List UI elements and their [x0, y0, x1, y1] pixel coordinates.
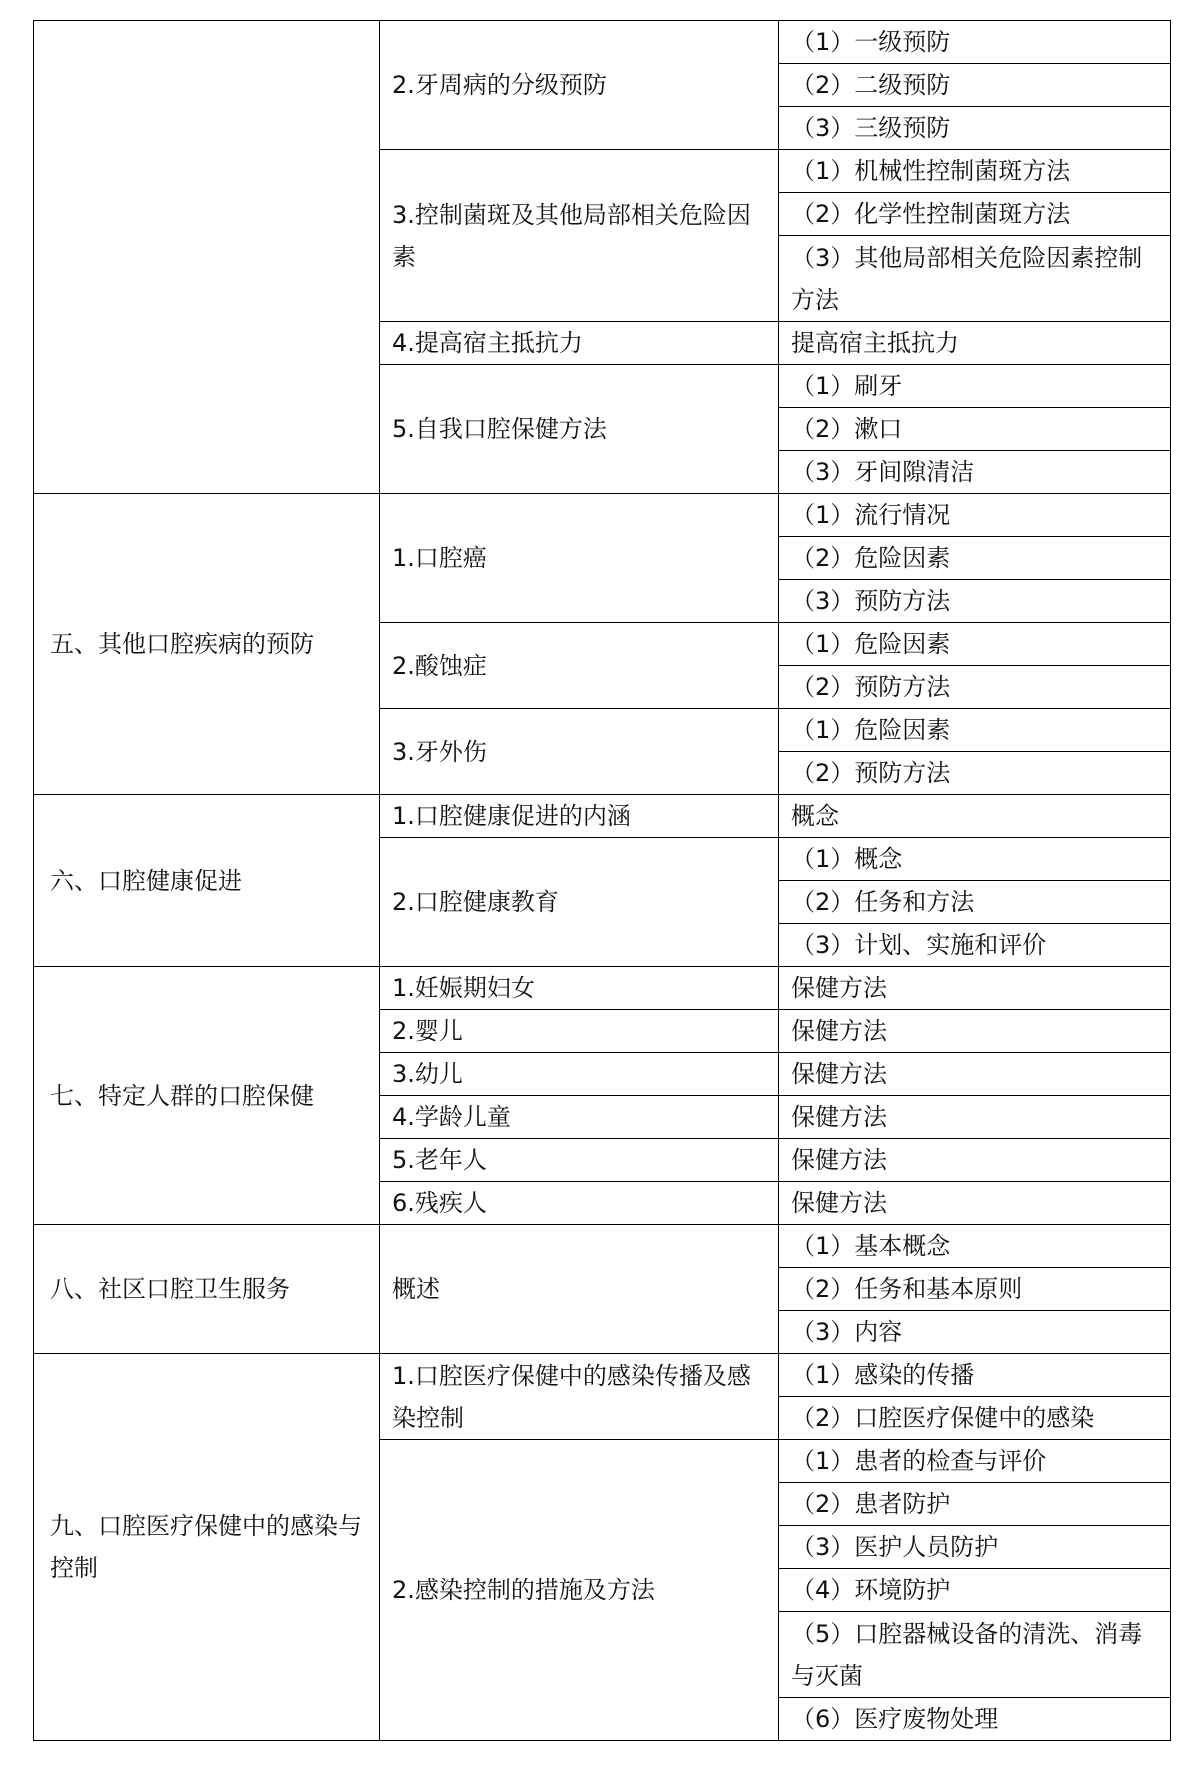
table-row	[34, 1225, 1171, 1268]
table-row	[34, 494, 1171, 537]
item-cell: 概念	[779, 795, 1171, 838]
item-cell: （3）其他局部相关危险因素控制方法	[779, 236, 1171, 322]
topic-cell: 5.自我口腔保健方法	[380, 365, 779, 494]
item-cell: 保健方法	[779, 1053, 1171, 1096]
item-cell: （2）二级预防	[779, 64, 1171, 107]
item-cell: （2）口腔医疗保健中的感染	[779, 1397, 1171, 1440]
item-cell: （1）刷牙	[779, 365, 1171, 408]
item-cell: 保健方法	[779, 1182, 1171, 1225]
topic-cell: 4.提高宿主抵抗力	[380, 322, 779, 365]
topic-cell: 1.口腔癌	[380, 494, 779, 623]
item-cell: （1）机械性控制菌斑方法	[779, 150, 1171, 193]
item-cell: （2）危险因素	[779, 537, 1171, 580]
item-cell: （5）口腔器械设备的清洗、消毒与灭菌	[779, 1612, 1171, 1698]
table-row	[34, 967, 1171, 1010]
topic-cell: 2.口腔健康教育	[380, 838, 779, 967]
topic-cell: 4.学龄儿童	[380, 1096, 779, 1139]
item-cell: （3）三级预防	[779, 107, 1171, 150]
item-cell: 保健方法	[779, 1139, 1171, 1182]
item-cell: （2）漱口	[779, 408, 1171, 451]
item-cell: 保健方法	[779, 1096, 1171, 1139]
topic-cell: 概述	[380, 1225, 779, 1354]
item-cell: （1）一级预防	[779, 21, 1171, 64]
table-row	[34, 21, 1171, 64]
topic-cell: 2.感染控制的措施及方法	[380, 1440, 779, 1741]
item-cell: （2）预防方法	[779, 666, 1171, 709]
item-cell: （2）任务和方法	[779, 881, 1171, 924]
item-cell: （3）牙间隙清洁	[779, 451, 1171, 494]
item-cell: （3）内容	[779, 1311, 1171, 1354]
item-cell: 保健方法	[779, 1010, 1171, 1053]
topic-cell: 2.婴儿	[380, 1010, 779, 1053]
item-cell: 保健方法	[779, 967, 1171, 1010]
section-title-cell: 六、口腔健康促进	[34, 795, 380, 967]
item-cell: （1）流行情况	[779, 494, 1171, 537]
topic-cell: 3.幼儿	[380, 1053, 779, 1096]
item-cell: （2）预防方法	[779, 752, 1171, 795]
topic-cell: 5.老年人	[380, 1139, 779, 1182]
topic-cell: 2.酸蚀症	[380, 623, 779, 709]
item-cell: （1）危险因素	[779, 623, 1171, 666]
item-cell: （1）基本概念	[779, 1225, 1171, 1268]
item-cell: （2）患者防护	[779, 1483, 1171, 1526]
item-cell: （1）感染的传播	[779, 1354, 1171, 1397]
item-cell: （1）患者的检查与评价	[779, 1440, 1171, 1483]
topic-cell: 1.口腔健康促进的内涵	[380, 795, 779, 838]
topic-cell: 3.控制菌斑及其他局部相关危险因素	[380, 150, 779, 322]
sections-body	[34, 494, 1171, 1741]
item-cell: （2）任务和基本原则	[779, 1268, 1171, 1311]
table-row	[34, 1354, 1171, 1397]
item-cell: （4）环境防护	[779, 1569, 1171, 1612]
topic-cell: 3.牙外伤	[380, 709, 779, 795]
syllabus-table	[33, 20, 1171, 1741]
section-title-cell: 七、特定人群的口腔保健	[34, 967, 380, 1225]
item-cell: 提高宿主抵抗力	[779, 322, 1171, 365]
item-cell: （2）化学性控制菌斑方法	[779, 193, 1171, 236]
section-title-cell: 九、口腔医疗保健中的感染与控制	[34, 1354, 380, 1741]
topic-cell: 2.牙周病的分级预防	[380, 21, 779, 150]
topic-cell: 6.残疾人	[380, 1182, 779, 1225]
table-body	[34, 21, 1171, 494]
topic-cell: 1.口腔医疗保健中的感染传播及感染控制	[380, 1354, 779, 1440]
section-title-cell	[34, 21, 380, 494]
item-cell: （3）预防方法	[779, 580, 1171, 623]
topic-cell: 1.妊娠期妇女	[380, 967, 779, 1010]
section-title-cell: 八、社区口腔卫生服务	[34, 1225, 380, 1354]
section-title-cell: 五、其他口腔疾病的预防	[34, 494, 380, 795]
item-cell: （6）医疗废物处理	[779, 1698, 1171, 1741]
item-cell: （3）计划、实施和评价	[779, 924, 1171, 967]
table-row	[34, 795, 1171, 838]
item-cell: （1）危险因素	[779, 709, 1171, 752]
item-cell: （3）医护人员防护	[779, 1526, 1171, 1569]
item-cell: （1）概念	[779, 838, 1171, 881]
